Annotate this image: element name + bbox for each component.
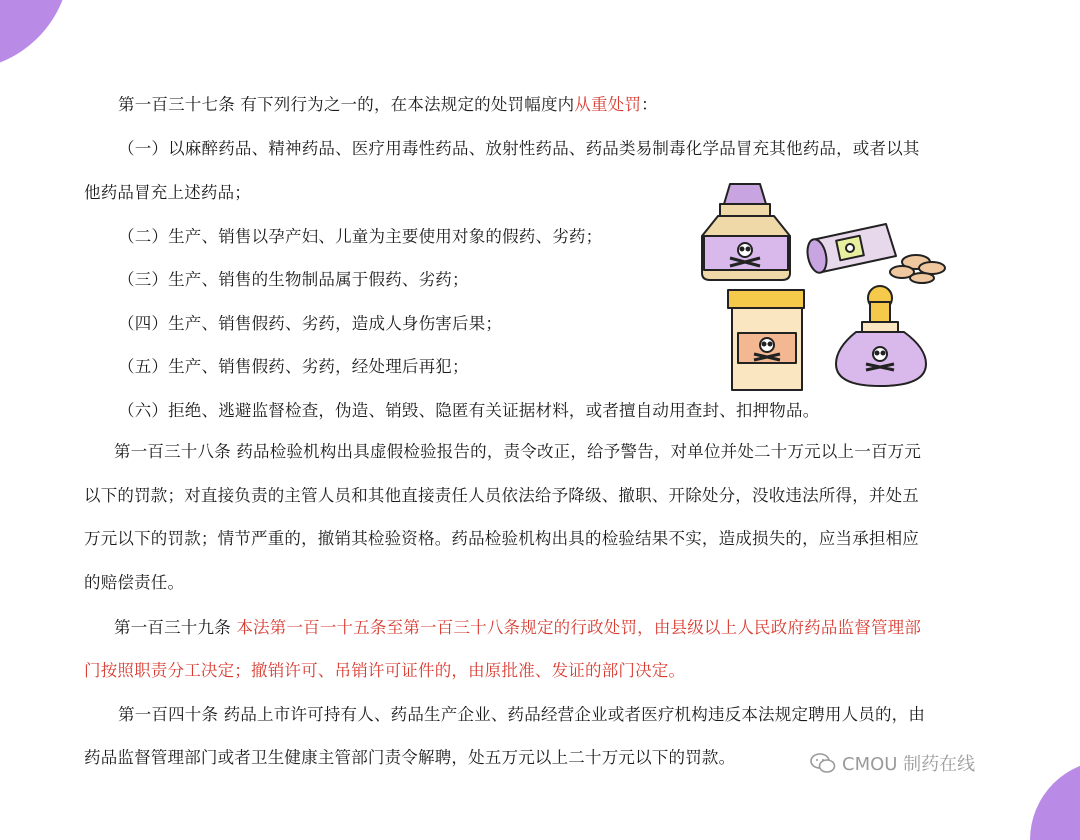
article-137-item-5: （五）生产、销售假药、劣药，经处理后再犯；: [118, 357, 469, 376]
article-137-title-colon: ：: [641, 95, 658, 114]
article-137-item-1-line-1: （一）以麻醉药品、精神药品、医疗用毒性药品、放射性药品、药品类易制毒化学品冒充其他药品，或者以其: [118, 139, 920, 158]
article-137-title: [118, 94, 658, 116]
corner-decoration-bottom-right: [1030, 760, 1080, 840]
article-139-red-text-1: 本法第一百一十五条至第一百三十八条规定的行政处罚，由县级以上人民政府药品监督管理部: [236, 618, 922, 637]
poison-bottles-illustration: [690, 178, 960, 393]
article-138-line-4: 的赔偿责任。: [84, 573, 185, 592]
article-137-item-6: （六）拒绝、逃避监督检查，伪造、销毁、隐匿有关证据材料，或者擅自动用查封、扣押物品。: [118, 401, 820, 420]
wechat-icon: [810, 752, 836, 774]
article-137-title-emphasis: 从重处罚: [574, 95, 642, 114]
article-139-line-2: 门按照职责分工决定；撤销许可、吊销许可证件的，由原批准、发证的部门决定。: [84, 661, 686, 680]
article-137-item-2: （二）生产、销售以孕产妇、儿童为主要使用对象的假药、劣药；: [118, 227, 603, 246]
article-139-line-1: [114, 617, 921, 639]
article-138-line-3: 万元以下的罚款；情节严重的，撤销其检验资格。药品检验机构出具的检验结果不实，造成损失的，应当承担相应: [84, 529, 919, 548]
article-137-item-3: （三）生产、销售的生物制品属于假药、劣药；: [118, 270, 469, 289]
corner-decoration-top-left: [0, 0, 70, 70]
article-140-line-2: 药品监督管理部门或者卫生健康主管部门责令解聘，处五万元以上二十万元以下的罚款。: [84, 748, 736, 767]
article-138-line-2: 以下的罚款；对直接负责的主管人员和其他直接责任人员依法给予降级、撤职、开除处分，没收违法所得，并处五: [84, 486, 919, 505]
watermark: [810, 748, 975, 778]
article-137-item-4: （四）生产、销售假药、劣药，造成人身伤害后果；: [118, 314, 503, 333]
article-140-line-1: 第一百四十条 药品上市许可持有人、药品生产企业、药品经营企业或者医疗机构违反本法规定聘用人员的，由: [118, 705, 926, 724]
article-138-line-1: 第一百三十八条 药品检验机构出具虚假检验报告的，责令改正，给予警告，对单位并处二十万元以上一百万元: [114, 442, 922, 461]
article-137-item-1-line-2: 他药品冒充上述药品；: [84, 183, 251, 202]
watermark-text: CMOU 制药在线: [842, 754, 976, 775]
article-137-title-text: 第一百三十七条 有下列行为之一的，在本法规定的处罚幅度内: [118, 95, 575, 114]
article-139-prefix: 第一百三十九条: [114, 618, 237, 637]
